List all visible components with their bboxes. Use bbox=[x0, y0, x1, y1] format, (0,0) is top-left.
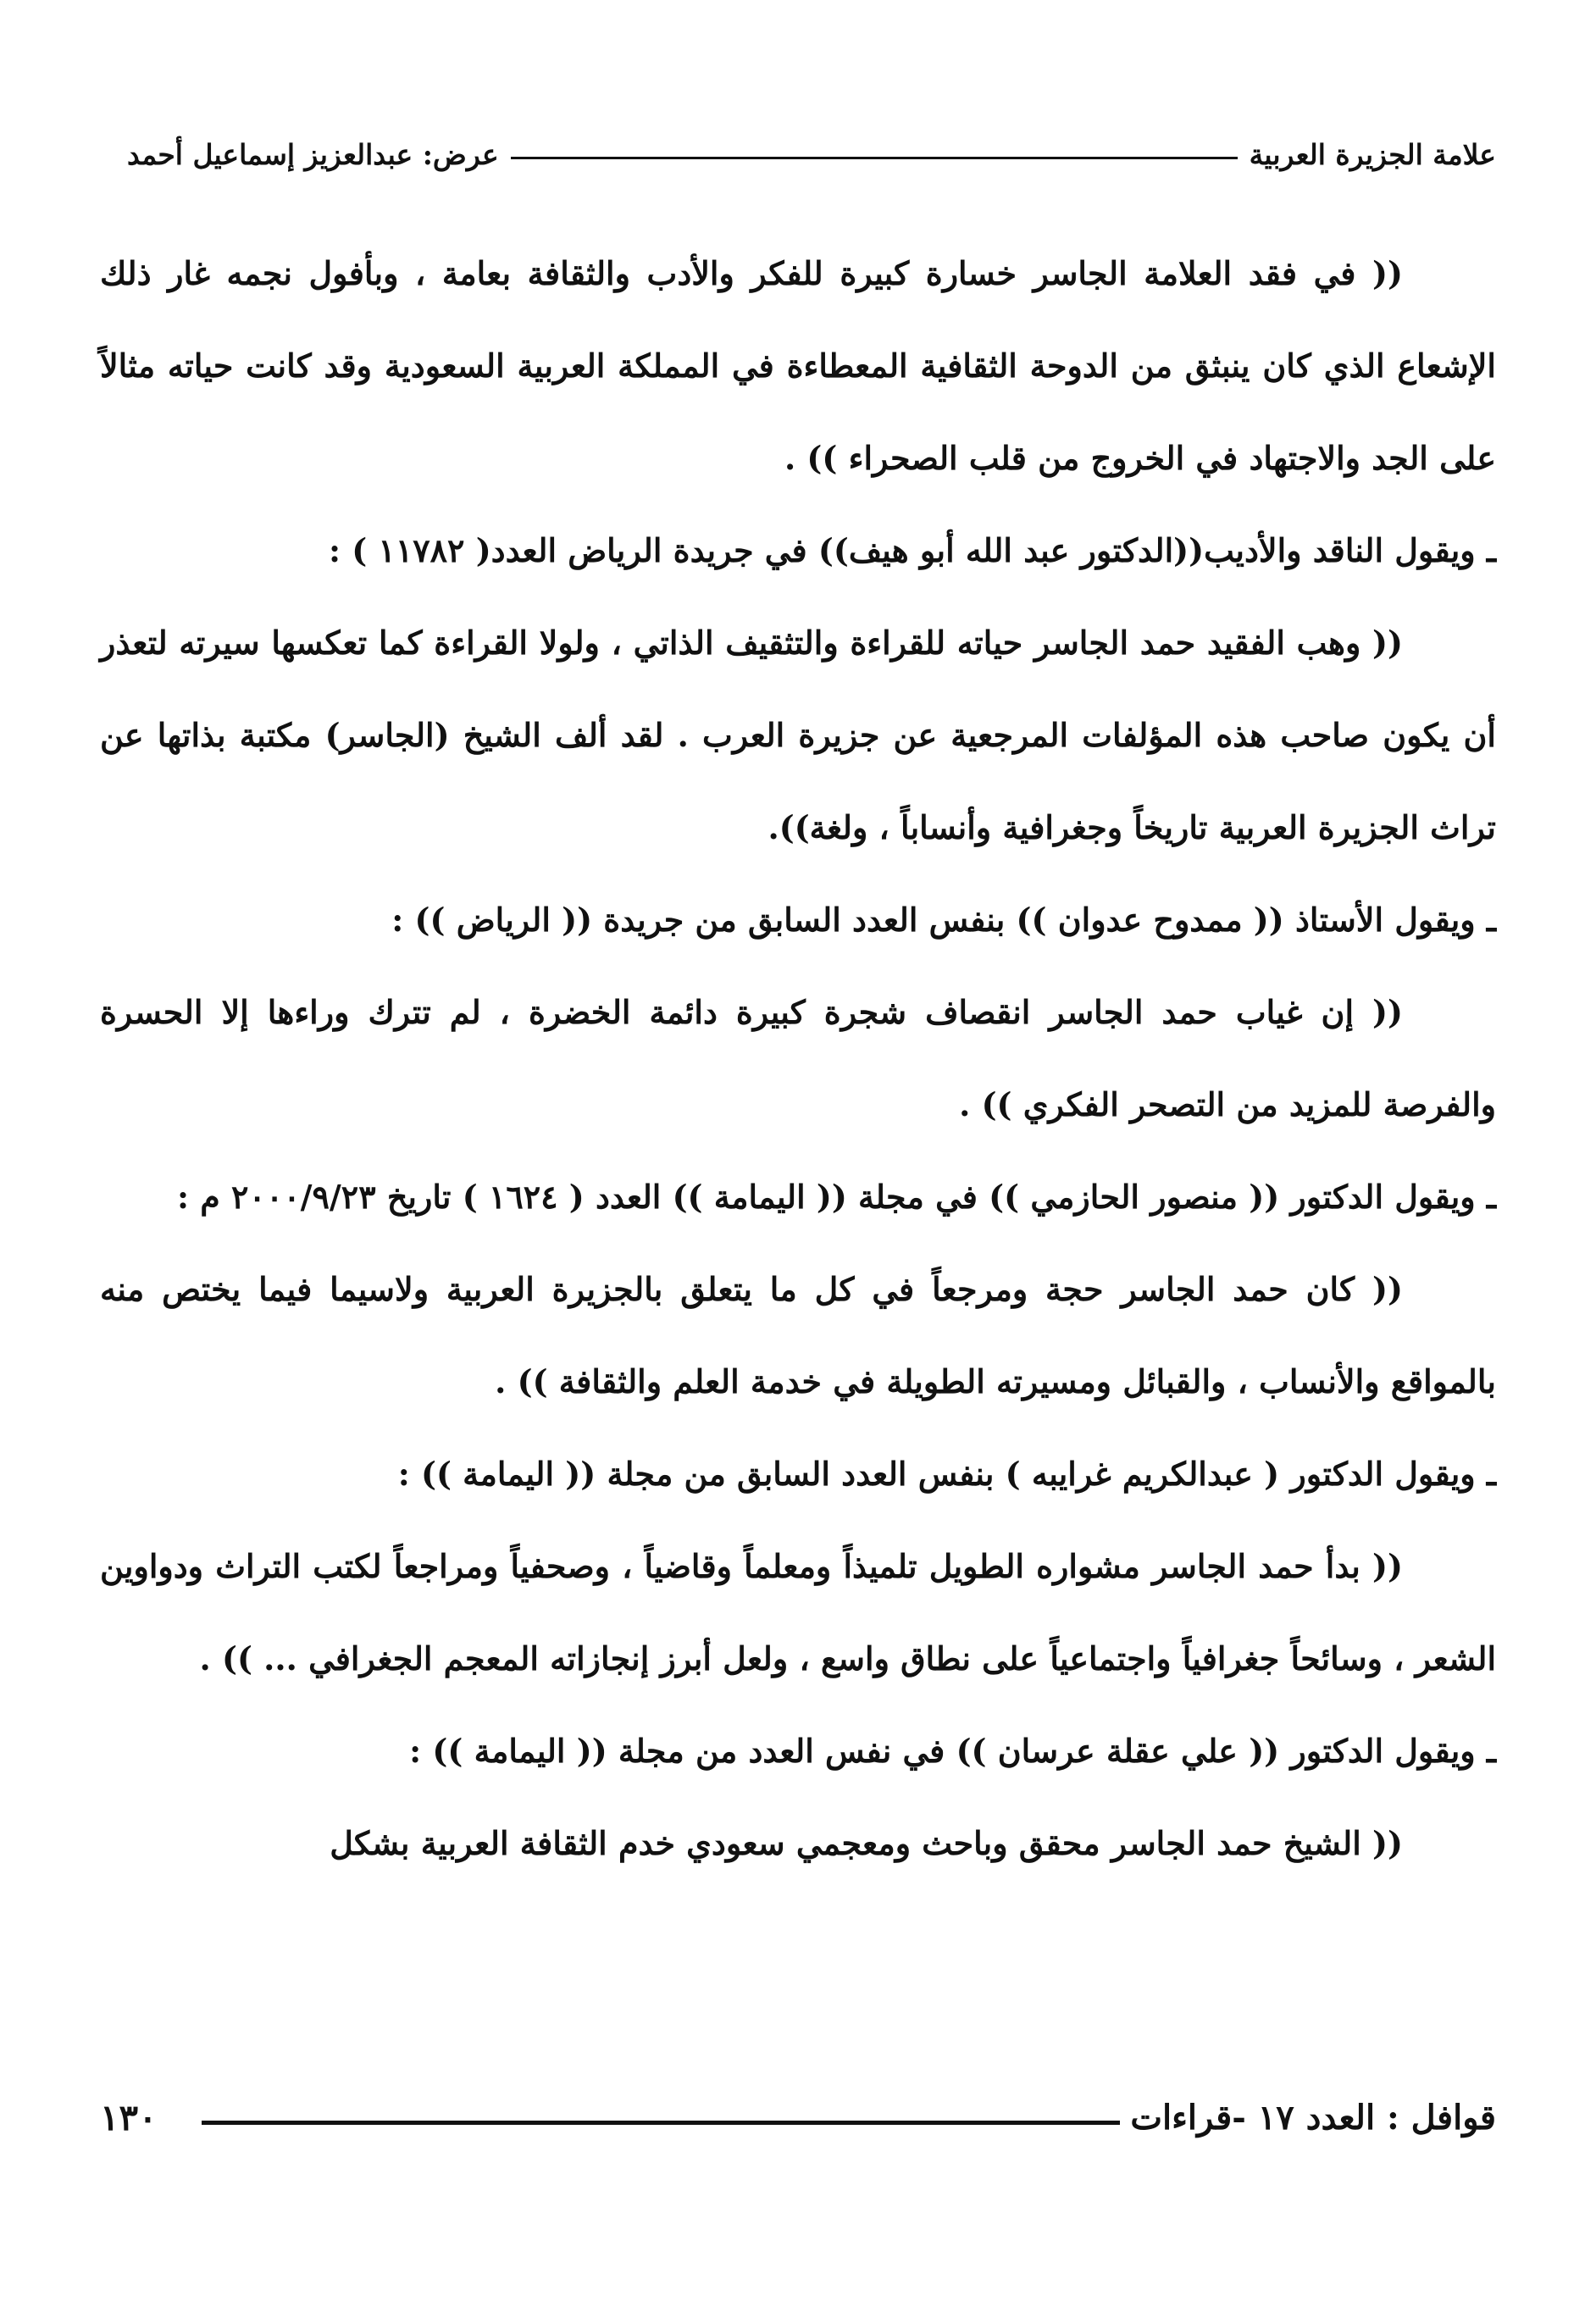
header-author: عرض: عبدالعزيز إسماعيل أحمد bbox=[127, 137, 499, 171]
attribution-paragraph: ـ ويقول الناقد والأديب((الدكتور عبد الله أبو هيف)) في جريدة الرياض العدد( ١١٧٨٢ ) : bbox=[328, 531, 1496, 569]
attribution-paragraph: ـ ويقول الدكتور (( منصور الحازمي )) في مجلة (( اليمامة )) العدد ( ١٦٢٤ ) تاريخ ٢٠٠٠/٩/٢٣ م : bbox=[176, 1178, 1496, 1216]
body-text bbox=[100, 227, 1496, 1889]
attribution-paragraph: ـ ويقول الدكتور (( علي عقلة عرسان )) في نفس العدد من مجلة (( اليمامة )) : bbox=[409, 1732, 1496, 1770]
quote-paragraph: (( إن غياب حمد الجاسر انقصاف شجرة كبيرة دائمة الخضرة ، لم تترك وراءها إلا الحسرة والفرصة للمزيد من التصحر الفكري )) . bbox=[100, 993, 1496, 1123]
quote-paragraph: (( الشيخ حمد الجاسر محقق وباحث ومعجمي سعودي خدم الثقافة العربية بشكل bbox=[330, 1824, 1403, 1862]
footer-journal-label: قوافل : العدد ١٧ -قراءات bbox=[1130, 2097, 1496, 2138]
quote-paragraph: (( بدأ حمد الجاسر مشواره الطويل تلميذاً ومعلماً وقاضياً ، وصحفياً ومراجعاً لكتب التراث ودواوين الشعر ، وسائحاً جغرافياً واجتماعياً على نطاق واسع ، ولعل أبرز إنجازاته المعجم الجغرافي ... )) . bbox=[100, 1547, 1496, 1678]
attribution-paragraph: ـ ويقول الدكتور ( عبدالكريم غرايبه ) بنفس العدد السابق من مجلة (( اليمامة )) : bbox=[397, 1455, 1496, 1493]
running-header bbox=[127, 129, 1496, 180]
quote-paragraph: (( في فقد العلامة الجاسر خسارة كبيرة للفكر والأدب والثقافة بعامة ، وبأفول نجمه غار ذلك الإشعاع الذي كان ينبثق من الدوحة الثقافية المعطاءة في المملكة العربية السعودية وقد كانت حياته مثالاً على الجد والاجتهاد في الخروج من قلب الصحراء )) . bbox=[100, 254, 1496, 477]
page-footer bbox=[100, 2088, 1496, 2147]
quote-paragraph: (( وهب الفقيد حمد الجاسر حياته للقراءة والتثقيف الذاتي ، ولولا القراءة كما تعكسها سيرته لتعذر أن يكون صاحب هذه المؤلفات المرجعية عن جزيرة العرب . لقد ألف الشيخ (الجاسر) مكتبة بذاتها عن تراث الجزيرة العربية تاريخاً وجغرافية وأنساباً ، ولغة)). bbox=[100, 624, 1496, 846]
header-title: علامة الجزيرة العربية bbox=[1249, 137, 1496, 171]
header-rule bbox=[511, 157, 1238, 159]
page-number: ١٣٠ bbox=[100, 2096, 158, 2138]
quote-paragraph: (( كان حمد الجاسر حجة ومرجعاً في كل ما يتعلق بالجزيرة العربية ولاسيما فيما يختص منه بالمواقع والأنساب ، والقبائل ومسيرته الطويلة في خدمة العلم والثقافة )) . bbox=[100, 1270, 1496, 1400]
footer-rule bbox=[202, 2121, 1121, 2125]
attribution-paragraph: ـ ويقول الأستاذ (( ممدوح عدوان )) بنفس العدد السابق من جريدة (( الرياض )) : bbox=[391, 901, 1496, 939]
